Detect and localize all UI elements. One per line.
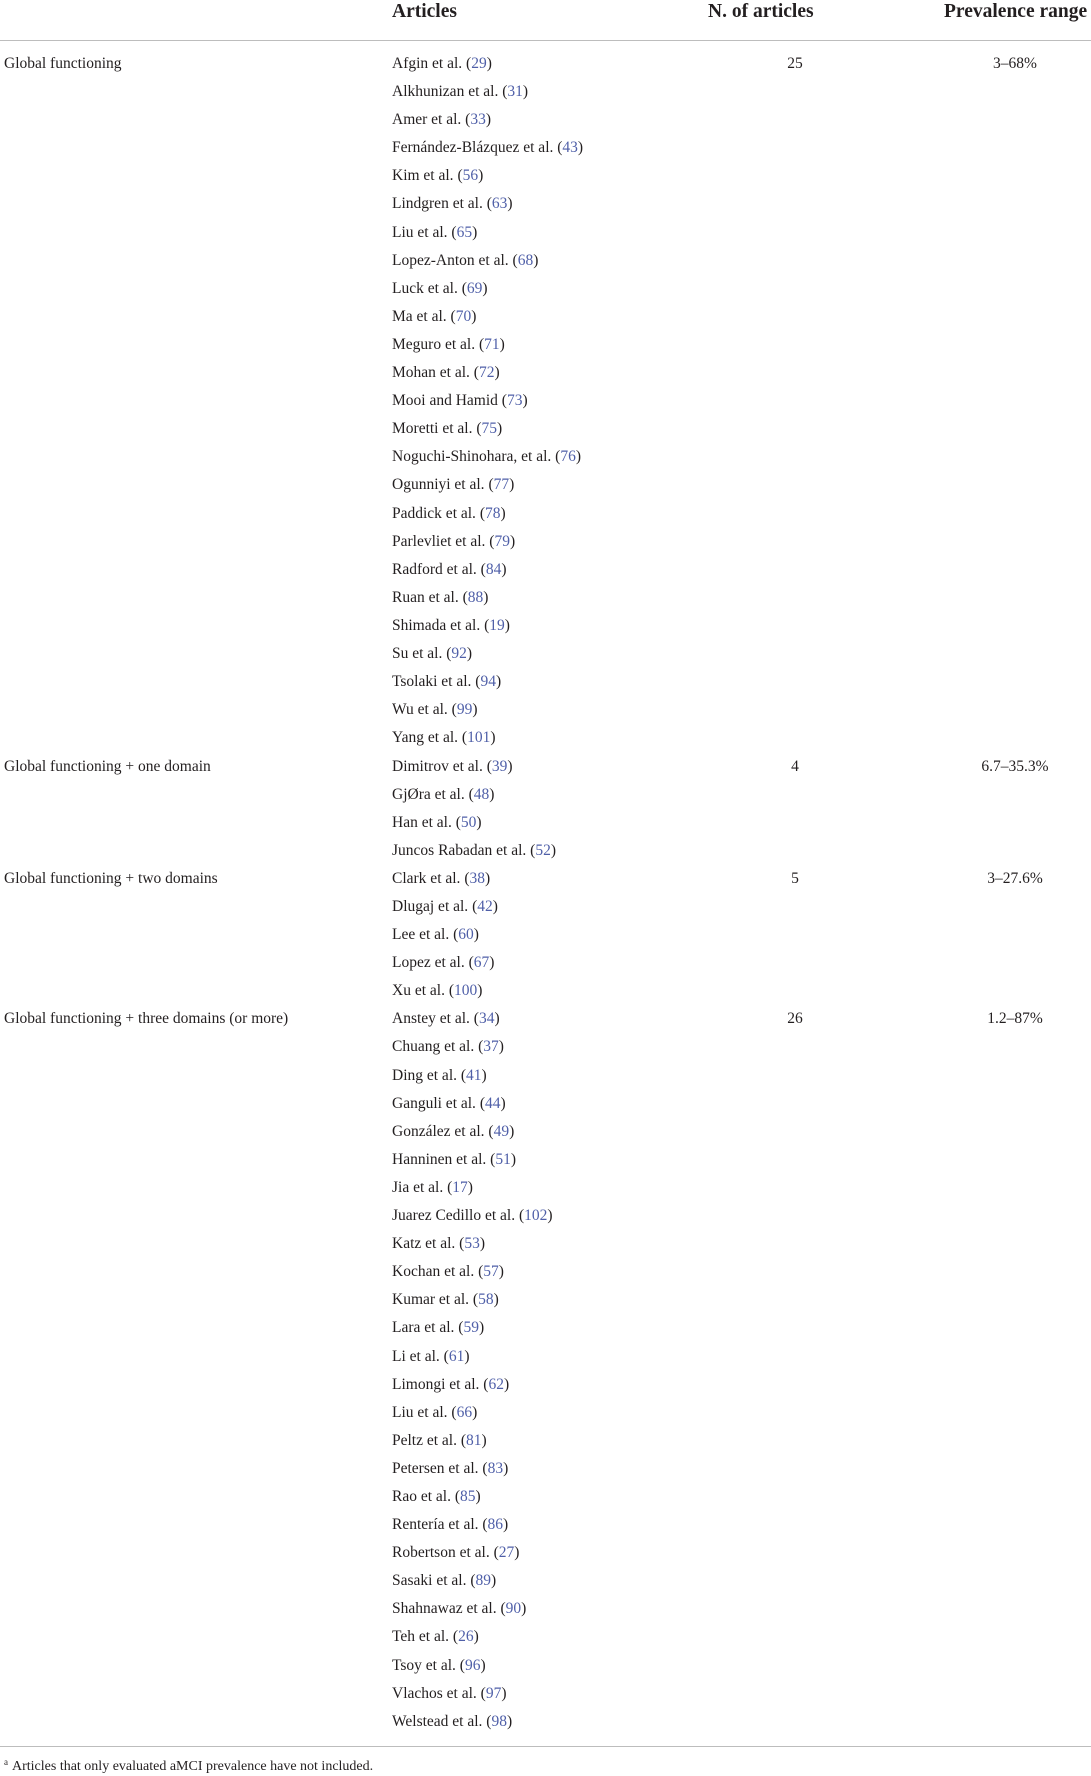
reference-link[interactable]: 94 <box>480 673 496 691</box>
article-name: Su et al. <box>392 644 443 662</box>
article-name: Li et al. <box>392 1347 440 1365</box>
reference-link[interactable]: 48 <box>473 785 490 803</box>
article-entry: Dimitrov et al. (39) <box>392 757 513 775</box>
article-entry: Peltz et al. (81) <box>392 1431 487 1449</box>
article-name: González et al. <box>392 1122 485 1140</box>
article-name: Hanninen et al. <box>392 1150 487 1168</box>
article-entry: Su et al. (92) <box>392 644 473 662</box>
reference-link[interactable]: 72 <box>478 364 495 382</box>
article-entry: Ganguli et al. (44) <box>392 1094 506 1112</box>
reference-link[interactable]: 88 <box>467 588 484 606</box>
reference-link[interactable]: 53 <box>464 1235 480 1253</box>
article-name: Luck et al. <box>392 279 458 297</box>
article-name: Juarez Cedillo et al. <box>392 1207 516 1225</box>
reference-link[interactable]: 43 <box>562 139 578 157</box>
header-articles: Articles <box>392 1 457 22</box>
article-entry: Jia et al. (17) <box>392 1178 473 1196</box>
footnote-text: Articles that only evaluated aMCI prevalence have not included. <box>12 1759 374 1774</box>
article-entry: Tsolaki et al. (94) <box>392 673 502 691</box>
article-entry: Liu et al. (66) <box>392 1403 478 1421</box>
article-entry: Afgin et al. (29) <box>392 55 492 72</box>
article-entry: Clark et al. (38) <box>392 869 491 887</box>
table-footnote <box>4 1753 373 1776</box>
article-name: Liu et al. <box>392 1403 448 1421</box>
article-entry: Xu et al. (100) <box>392 982 483 1000</box>
category-label: Global functioning + one domain <box>4 757 211 775</box>
reference-link[interactable]: 63 <box>491 195 508 213</box>
article-entry: Sasaki et al. (89) <box>392 1572 497 1590</box>
article-name: Han et al. <box>392 813 452 831</box>
article-name: Lopez-Anton et al. <box>392 251 509 269</box>
article-entry: Robertson et al. (27) <box>392 1544 520 1562</box>
article-entry: Mohan et al. (72) <box>392 364 500 382</box>
article-entry: Radford et al. (84) <box>392 560 507 578</box>
article-entry: Alkhunizan et al. (31) <box>392 83 529 101</box>
reference-link[interactable]: 65 <box>456 223 473 241</box>
reference-link[interactable]: 76 <box>560 448 576 466</box>
article-entry: Ding et al. (41) <box>392 1066 487 1084</box>
article-entry: Teh et al. (26) <box>392 1628 479 1646</box>
article-name: Parlevliet et al. <box>392 532 486 550</box>
article-name: Shimada et al. <box>392 616 481 634</box>
article-name: Tsoy et al. <box>392 1656 456 1674</box>
article-name: Lindgren et al. <box>392 195 483 213</box>
article-entry: Parlevliet et al. (79) <box>392 532 516 550</box>
article-list <box>392 1005 553 1735</box>
reference-link[interactable]: 33 <box>470 111 486 129</box>
article-list <box>392 50 583 752</box>
table-header-row <box>0 0 1091 41</box>
reference-link[interactable]: 44 <box>484 1094 501 1112</box>
article-entry: Luck et al. (69) <box>392 279 488 297</box>
reference-link[interactable]: 96 <box>464 1656 481 1674</box>
article-name: Anstey et al. <box>392 1010 470 1028</box>
article-name: Clark et al. <box>392 869 461 887</box>
article-entry: Juncos Rabadan et al. (52) <box>392 841 557 859</box>
reference-link[interactable]: 92 <box>451 644 467 662</box>
article-name: Paddick et al. <box>392 504 476 522</box>
reference-link[interactable]: 97 <box>485 1684 502 1702</box>
reference-link[interactable]: 37 <box>483 1038 499 1056</box>
article-name: Kochan et al. <box>392 1263 475 1281</box>
article-name: Meguro et al. <box>392 335 476 353</box>
article-entry: Mooi and Hamid (73) <box>392 392 528 410</box>
reference-link[interactable]: 39 <box>491 757 508 775</box>
article-name: Shahnawaz et al. <box>392 1600 497 1618</box>
article-name: Katz et al. <box>392 1235 456 1253</box>
article-entry: Liu et al. (65) <box>392 223 478 241</box>
article-name: Lee et al. <box>392 926 450 944</box>
reference-link[interactable]: 79 <box>494 532 510 550</box>
article-count: 26 <box>787 1010 803 1028</box>
article-entry: Limongi et al. (62) <box>392 1375 510 1393</box>
article-entry: GjØra et al. (48) <box>392 785 495 803</box>
reference-link[interactable]: 84 <box>485 560 502 578</box>
reference-link[interactable]: 59 <box>463 1319 479 1337</box>
reference-link[interactable]: 81 <box>466 1431 482 1449</box>
reference-link[interactable]: 41 <box>466 1066 482 1084</box>
header-prevalence-range: Prevalence range <box>944 1 1088 22</box>
category-label: Global functioning + two domains <box>4 869 218 887</box>
article-name: Lara et al. <box>392 1319 455 1337</box>
article-entry: Lopez et al. (67) <box>392 954 495 972</box>
article-entry: Amer et al. (33) <box>392 111 492 129</box>
article-entry: Welstead et al. (98) <box>392 1712 513 1730</box>
reference-link[interactable]: 67 <box>473 954 490 972</box>
article-list <box>392 753 556 865</box>
article-entry: Anstey et al. (34) <box>392 1010 500 1028</box>
article-entry: Noguchi-Shinohara, et al. (76) <box>392 448 581 466</box>
reference-link[interactable]: 60 <box>458 926 474 944</box>
article-name: Juncos Rabadan et al. <box>392 841 527 859</box>
reference-link[interactable]: 75 <box>481 420 498 438</box>
reference-link[interactable]: 29 <box>471 55 487 72</box>
reference-link[interactable]: 70 <box>455 307 472 325</box>
article-name: Mohan et al. <box>392 364 470 382</box>
reference-link[interactable]: 57 <box>483 1263 499 1281</box>
prevalence-range: 1.2–87% <box>987 1010 1043 1028</box>
table-bottom-rule <box>0 1746 1091 1747</box>
article-entry: Lindgren et al. (63) <box>392 195 513 213</box>
article-name: Yang et al. <box>392 729 459 747</box>
reference-link[interactable]: 51 <box>495 1150 511 1168</box>
reference-link[interactable]: 83 <box>487 1459 504 1477</box>
prevalence-range: 3–27.6% <box>987 869 1043 887</box>
reference-link[interactable]: 56 <box>462 167 479 185</box>
article-entry: Yang et al. (101) <box>392 729 496 747</box>
article-name: Liu et al. <box>392 223 448 241</box>
article-entry: Kim et al. (56) <box>392 167 484 185</box>
article-entry: Kumar et al. (58) <box>392 1291 499 1309</box>
article-name: Fernández-Blázquez et al. <box>392 139 554 157</box>
reference-link[interactable]: 26 <box>458 1628 474 1646</box>
article-name: Kim et al. <box>392 167 454 185</box>
article-name: Peltz et al. <box>392 1431 457 1449</box>
reference-link[interactable]: 50 <box>460 813 477 831</box>
article-name: Vlachos et al. <box>392 1684 477 1702</box>
prevalence-range: 6.7–35.3% <box>981 757 1049 775</box>
article-entry: Ogunniyi et al. (77) <box>392 476 515 494</box>
reference-link[interactable]: 77 <box>493 476 510 494</box>
reference-link[interactable]: 101 <box>467 729 491 747</box>
reference-link[interactable]: 58 <box>478 1291 494 1309</box>
article-name: Rao et al. <box>392 1487 451 1505</box>
article-entry: Shahnawaz et al. (90) <box>392 1600 527 1618</box>
article-entry: Rentería et al. (86) <box>392 1516 509 1534</box>
article-entry: Dlugaj et al. (42) <box>392 897 498 915</box>
article-name: Mooi and Hamid <box>392 392 498 410</box>
reference-link[interactable]: 73 <box>506 392 523 410</box>
reference-link[interactable]: 85 <box>460 1487 476 1505</box>
article-entry: Meguro et al. (71) <box>392 335 505 353</box>
article-name: Welstead et al. <box>392 1712 483 1730</box>
reference-link[interactable]: 27 <box>498 1544 515 1562</box>
article-count: 4 <box>791 757 799 775</box>
reference-link[interactable]: 66 <box>456 1403 473 1421</box>
article-name: Afgin et al. <box>392 55 463 72</box>
reference-link[interactable]: 69 <box>466 279 483 297</box>
header-n-articles: N. of articles <box>708 1 814 22</box>
article-name: Wu et al. <box>392 701 448 719</box>
article-entry: Juarez Cedillo et al. (102) <box>392 1207 553 1225</box>
reference-link[interactable]: 78 <box>484 504 501 522</box>
article-name: Limongi et al. <box>392 1375 480 1393</box>
reference-link[interactable]: 86 <box>487 1516 504 1534</box>
article-entry: Lee et al. (60) <box>392 926 479 944</box>
article-name: Noguchi-Shinohara, et al. <box>392 448 552 466</box>
reference-link[interactable]: 62 <box>488 1375 504 1393</box>
article-name: Petersen et al. <box>392 1459 479 1477</box>
category-label: Global functioning + three domains (or more) <box>4 1010 289 1028</box>
article-name: Sasaki et al. <box>392 1572 467 1590</box>
article-entry: Tsoy et al. (96) <box>392 1656 486 1674</box>
article-entry: Lopez-Anton et al. (68) <box>392 251 539 269</box>
article-entry: Chuang et al. (37) <box>392 1038 504 1056</box>
reference-link[interactable]: 31 <box>507 83 523 101</box>
article-name: Jia et al. <box>392 1178 444 1196</box>
article-entry: Li et al. (61) <box>392 1347 470 1365</box>
article-name: Robertson et al. <box>392 1544 490 1562</box>
article-name: GjØra et al. <box>392 785 465 803</box>
article-name: Ganguli et al. <box>392 1094 476 1112</box>
reference-link[interactable]: 19 <box>489 616 505 634</box>
article-name: Alkhunizan et al. <box>392 83 499 101</box>
article-name: Chuang et al. <box>392 1038 475 1056</box>
article-name: Moretti et al. <box>392 420 473 438</box>
article-count: 5 <box>791 869 799 887</box>
reference-link[interactable]: 49 <box>493 1122 510 1140</box>
article-name: Teh et al. <box>392 1628 450 1646</box>
article-entry: Moretti et al. (75) <box>392 420 503 438</box>
article-name: Xu et al. <box>392 982 445 1000</box>
article-name: Ma et al. <box>392 307 447 325</box>
article-count: 25 <box>787 55 803 72</box>
reference-link[interactable]: 102 <box>524 1207 548 1225</box>
article-entry: Petersen et al. (83) <box>392 1459 509 1477</box>
article-name: Amer et al. <box>392 111 462 129</box>
article-entry: Han et al. (50) <box>392 813 482 831</box>
reference-link[interactable]: 38 <box>469 869 485 887</box>
article-entry: Lara et al. (59) <box>392 1319 485 1337</box>
reference-link[interactable]: 89 <box>475 1572 492 1590</box>
article-name: Ruan et al. <box>392 588 459 606</box>
reference-link[interactable]: 100 <box>454 982 478 1000</box>
article-name: Ogunniyi et al. <box>392 476 485 494</box>
reference-link[interactable]: 52 <box>535 841 551 859</box>
article-entry: González et al. (49) <box>392 1122 515 1140</box>
reference-link[interactable]: 34 <box>478 1010 495 1028</box>
reference-link[interactable]: 90 <box>505 1600 522 1618</box>
reference-link[interactable]: 68 <box>517 251 534 269</box>
article-entry: Paddick et al. (78) <box>392 504 506 522</box>
article-entry: Wu et al. (99) <box>392 701 478 719</box>
prevalence-range: 3–68% <box>993 55 1037 72</box>
reference-link[interactable]: 99 <box>456 701 473 719</box>
article-entry: Hanninen et al. (51) <box>392 1150 516 1168</box>
article-entry: Rao et al. (85) <box>392 1487 481 1505</box>
footnote-marker: a <box>4 1757 8 1767</box>
reference-link[interactable]: 71 <box>484 335 500 353</box>
article-entry: Vlachos et al. (97) <box>392 1684 507 1702</box>
article-entry: Fernández-Blázquez et al. (43) <box>392 139 584 157</box>
reference-link[interactable]: 61 <box>448 1347 465 1365</box>
category-label: Global functioning <box>4 55 122 72</box>
article-entry: Kochan et al. (57) <box>392 1263 504 1281</box>
article-name: Radford et al. <box>392 560 477 578</box>
reference-link[interactable]: 42 <box>477 897 493 915</box>
article-name: Kumar et al. <box>392 1291 470 1309</box>
article-name: Dlugaj et al. <box>392 897 469 915</box>
reference-link[interactable]: 98 <box>491 1712 507 1730</box>
article-name: Rentería et al. <box>392 1516 479 1534</box>
article-entry: Katz et al. (53) <box>392 1235 485 1253</box>
article-list <box>392 865 498 1005</box>
article-entry: Shimada et al. (19) <box>392 616 510 634</box>
article-name: Lopez et al. <box>392 954 465 972</box>
article-name: Ding et al. <box>392 1066 457 1084</box>
reference-link[interactable]: 17 <box>452 1178 468 1196</box>
article-name: Dimitrov et al. <box>392 757 483 775</box>
article-name: Tsolaki et al. <box>392 673 472 691</box>
article-entry: Ma et al. (70) <box>392 307 477 325</box>
article-entry: Ruan et al. (88) <box>392 588 489 606</box>
